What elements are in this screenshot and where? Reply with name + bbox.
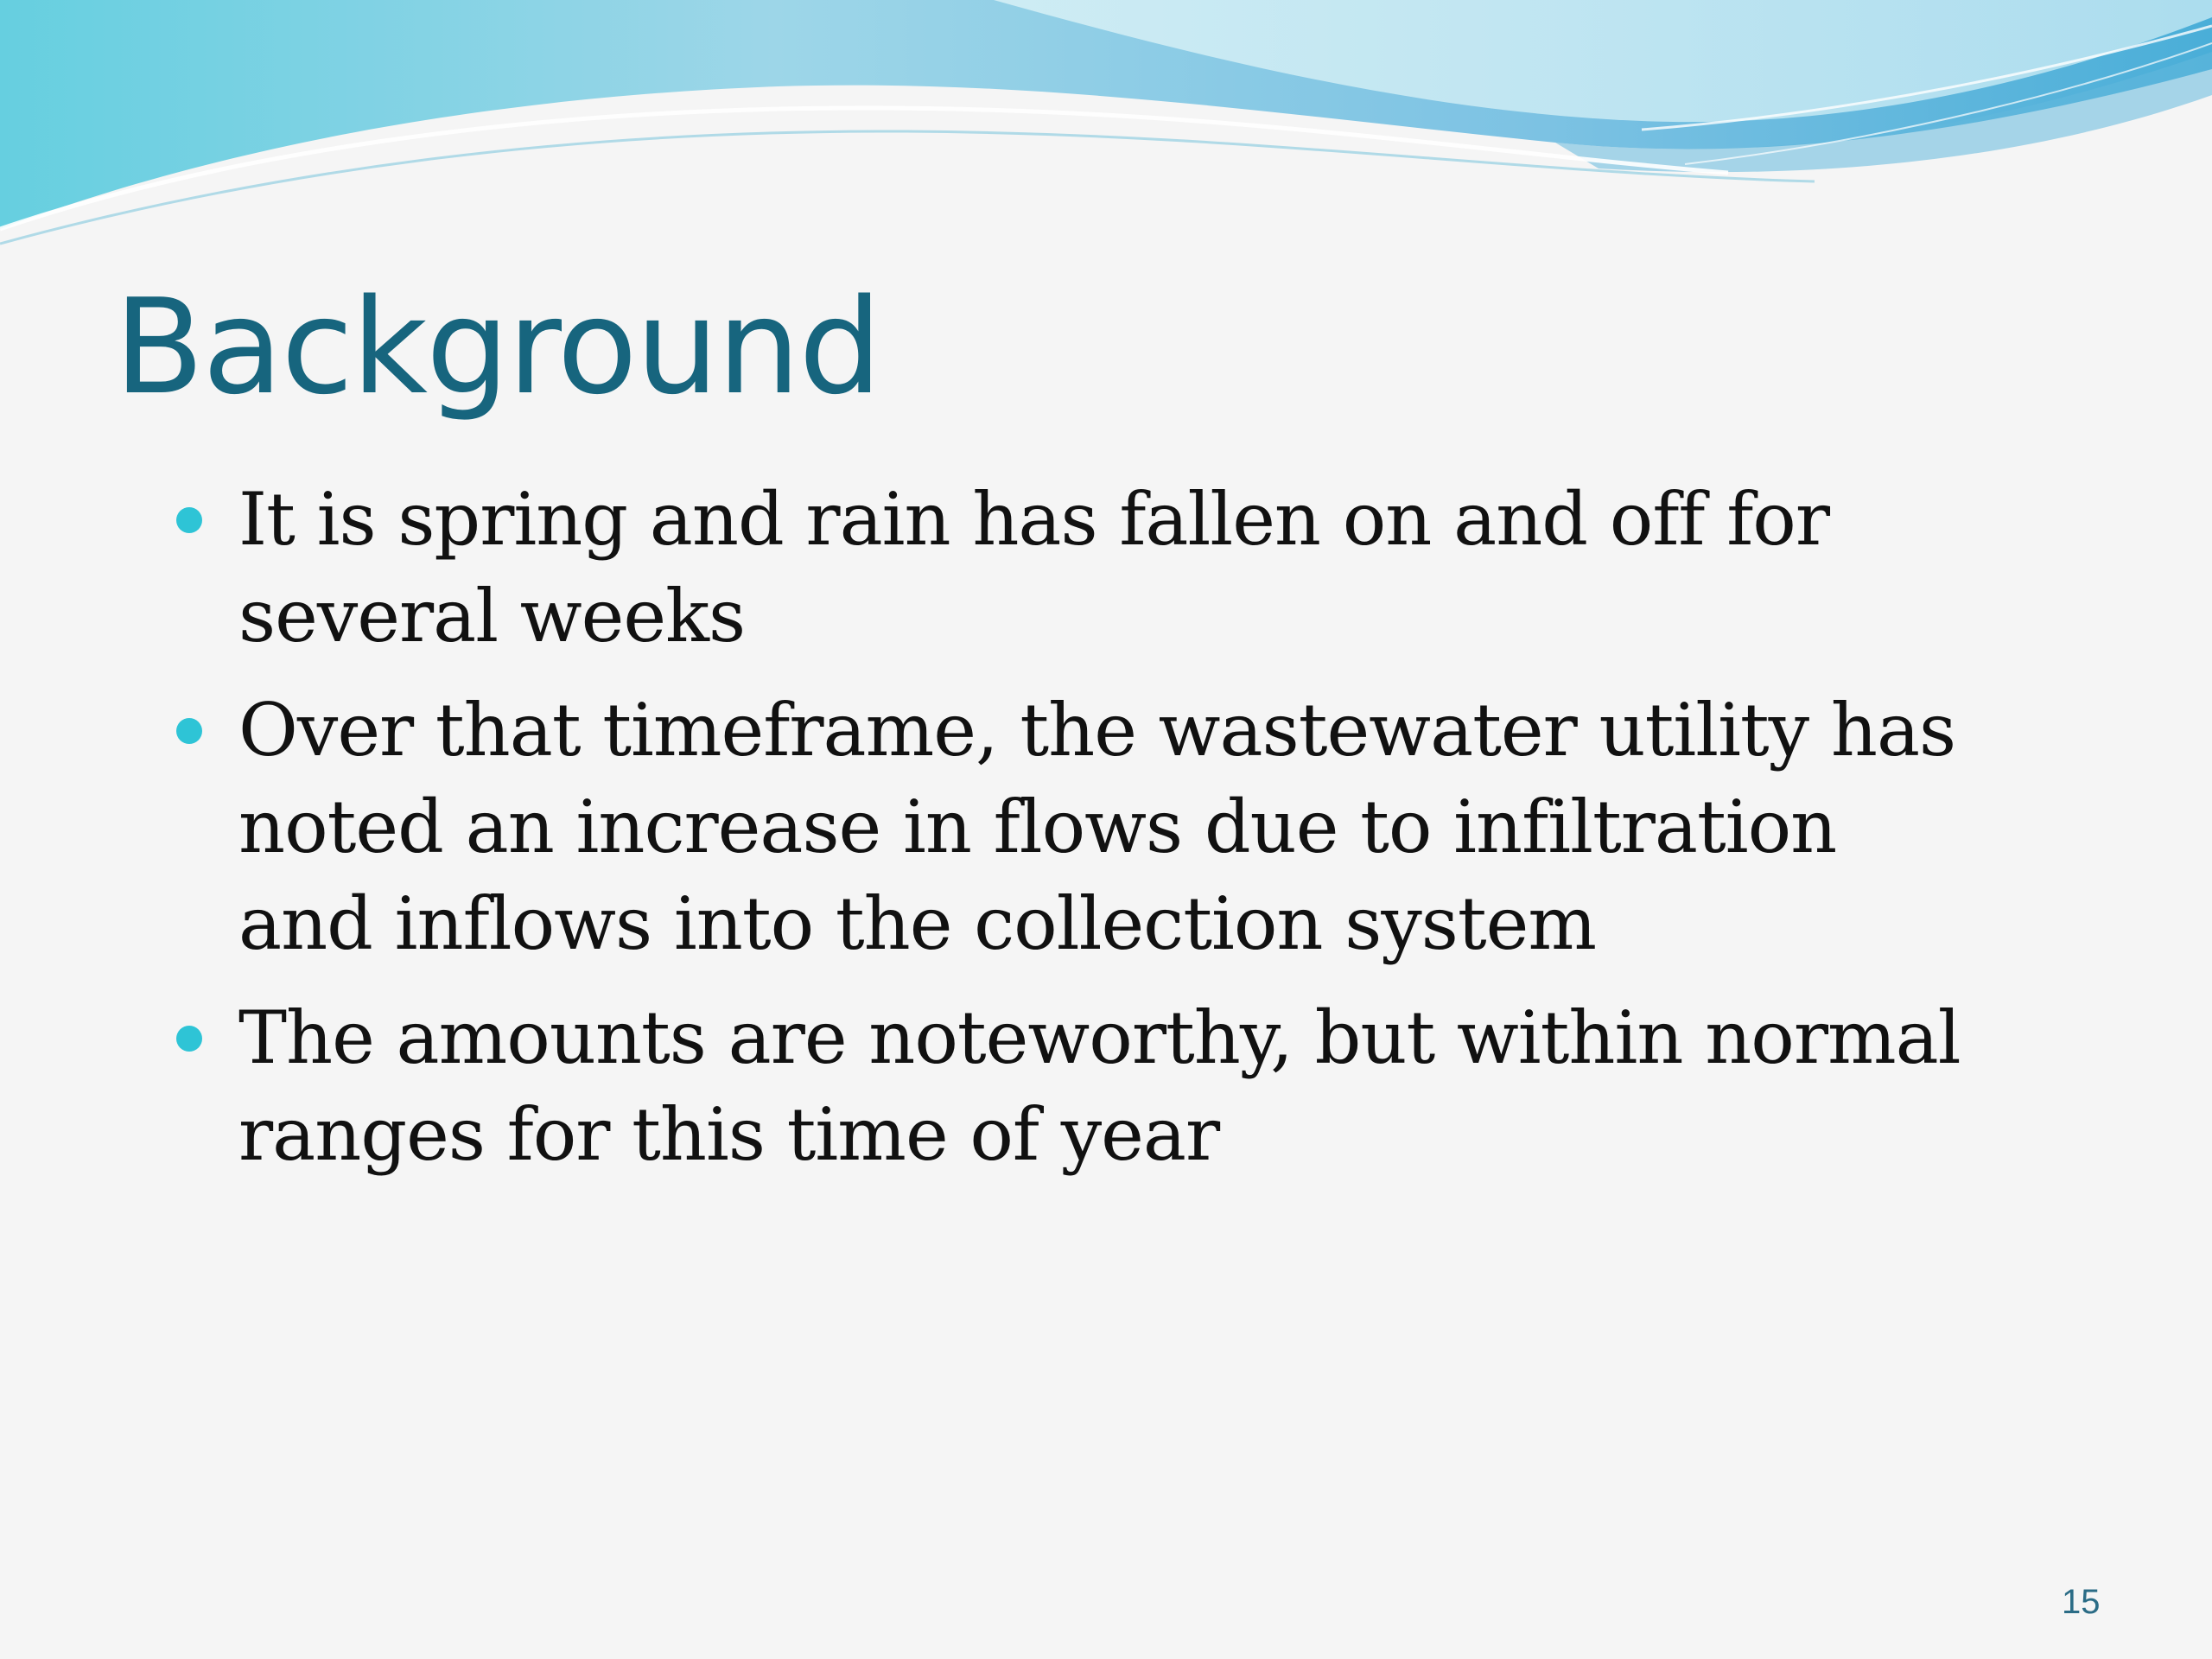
bullet-marker-icon (176, 507, 202, 533)
bullet-text: It is spring and rain has fallen on and off for several weeks (238, 477, 1830, 658)
slide-title: Background (114, 270, 880, 423)
bullet-marker-icon (176, 718, 202, 744)
bullet-text: The amounts are noteworthy, but within normal ranges for this time of year (238, 995, 1961, 1177)
bullet-marker-icon (176, 1026, 202, 1052)
page-number: 15 (2062, 1583, 2101, 1621)
bullet-item (173, 682, 1987, 972)
bullet-item (173, 989, 1987, 1183)
bullet-text: Over that timeframe, the wastewater utility has noted an increase in flows due to infiltration and inflows into the collection system (238, 688, 1956, 966)
bullet-item (173, 471, 1987, 664)
wave-banner-icon (0, 0, 2212, 259)
bullet-list (173, 471, 1987, 1200)
